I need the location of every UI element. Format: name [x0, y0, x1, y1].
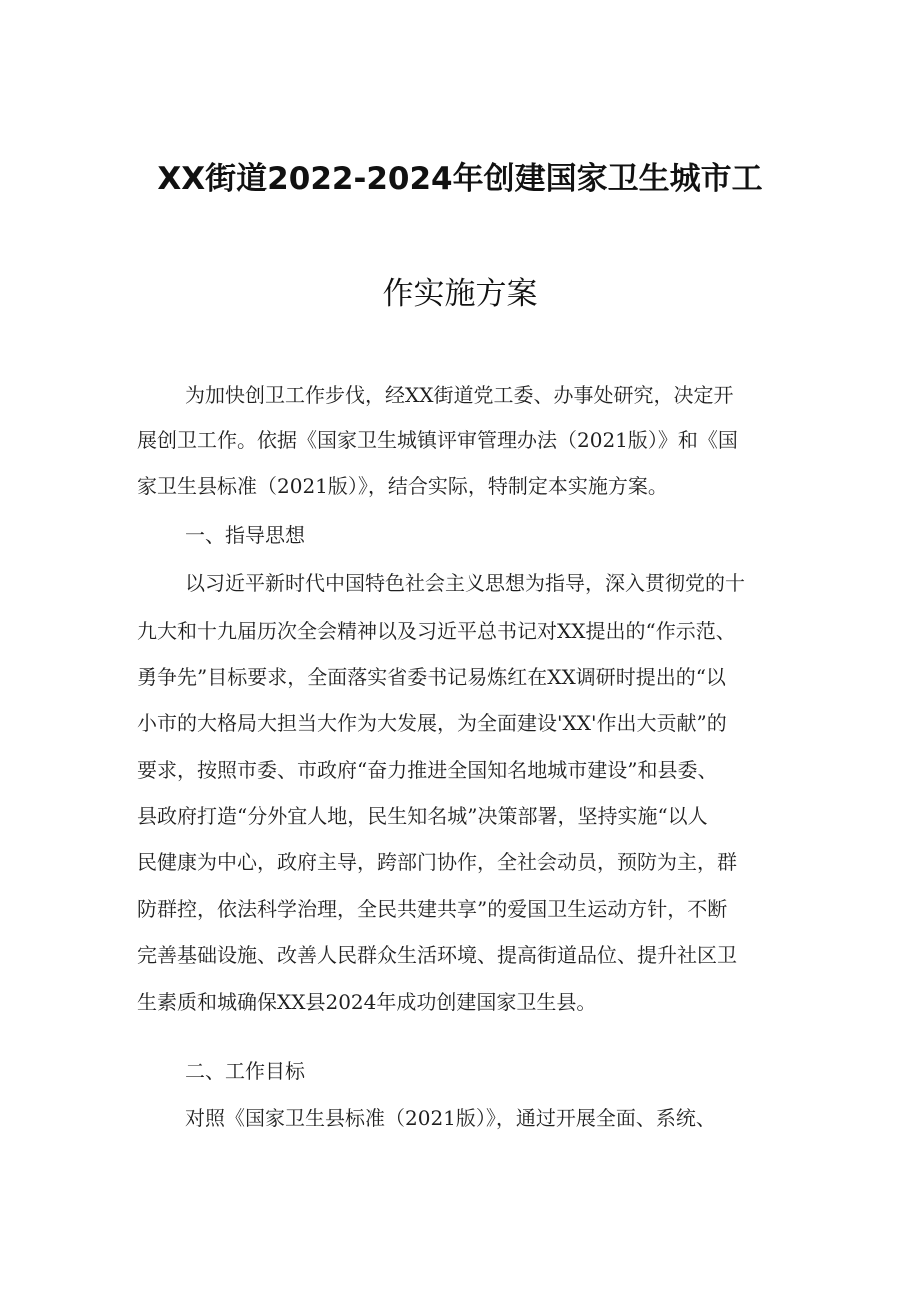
section-1-line-6: 县政府打造“分外宜人地，民生知名城”决策部署，坚持实施“以人	[137, 804, 708, 828]
section-2-heading: 二、工作目标	[185, 1059, 305, 1083]
section-1-heading: 一、指导思想	[185, 523, 305, 547]
section-1-line-8: 防群控，依法科学治理，全民共建共享”的爱国卫生运动方针，不断	[137, 897, 728, 921]
section-1-line-2: 九大和十九届历次全会精神以及习近平总书记对XX提出的“作示范、	[137, 619, 736, 643]
section-1-line-3: 勇争先”目标要求，全面落实省委书记易炼红在XX调研时提出的“以	[137, 665, 726, 689]
document-title-line-1: XX街道2022-2024年创建国家卫生城市工	[157, 161, 763, 197]
intro-line-3: 家卫生县标准（2021版）》，结合实际，特制定本实施方案。	[137, 474, 668, 498]
section-1-line-7: 民健康为中心，政府主导，跨部门协作，全社会动员，预防为主，群	[137, 850, 737, 874]
section-1-line-9: 完善基础设施、改善人民群众生活环境、提高街道品位、提升社区卫	[137, 943, 737, 967]
section-2-line-1: 对照《国家卫生县标准（2021版）》，通过开展全面、系统、	[185, 1106, 716, 1130]
section-1-line-1: 以习近平新时代中国特色社会主义思想为指导，深入贯彻党的十	[185, 571, 745, 595]
section-1-line-5: 要求，按照市委、市政府“奋力推进全国知名地城市建设”和县委、	[137, 758, 718, 782]
section-1-line-4: 小市的大格局大担当大作为大发展，为全面建设'XX'作出大贡献”的	[137, 711, 727, 735]
intro-line-1: 为加快创卫工作步伐，经XX街道党工委、办事处研究，决定开	[185, 383, 734, 407]
document-title-line-2: 作实施方案	[382, 276, 538, 312]
intro-line-2: 展创卫工作。依据《国家卫生城镇评审管理办法（2021版）》和《国	[137, 428, 738, 452]
section-1-line-10: 生素质和城确保XX县2024年成功创建国家卫生县。	[137, 990, 597, 1014]
